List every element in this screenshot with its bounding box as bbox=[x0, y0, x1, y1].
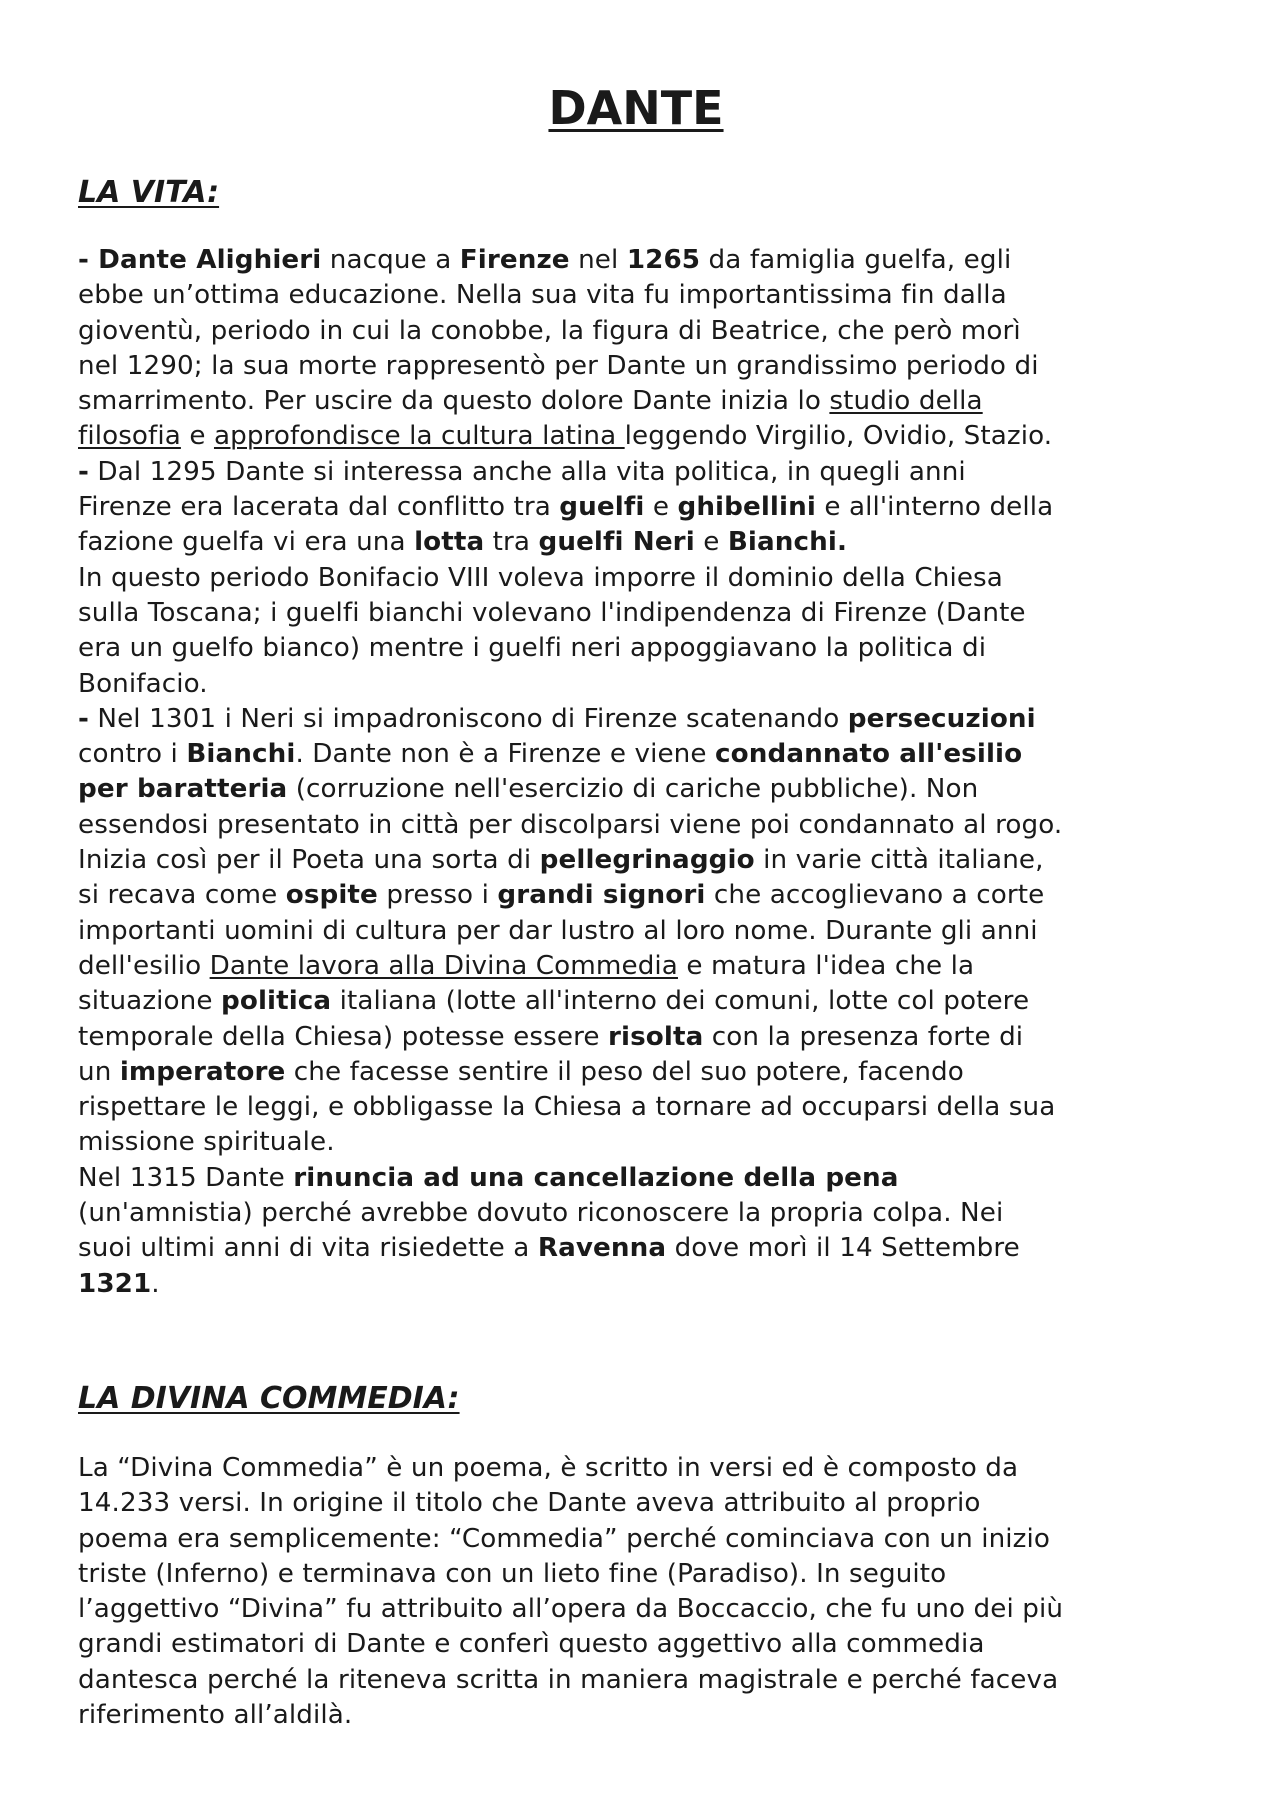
text-line bbox=[78, 702, 1218, 737]
bold-text: risolta bbox=[608, 1021, 704, 1052]
text-line bbox=[78, 1557, 1218, 1592]
text-line bbox=[78, 1698, 1218, 1733]
bold-text: Firenze bbox=[459, 245, 570, 275]
text-run: fazione guelfa vi era una bbox=[78, 527, 415, 558]
underlined-text: studio della bbox=[829, 386, 983, 417]
text-run: da famiglia guelfa, egli bbox=[700, 245, 1012, 275]
bold-text: politica bbox=[221, 986, 332, 1017]
text-line bbox=[78, 808, 1218, 843]
text-run: triste (Inferno) e terminava con un lieto fine (Paradiso). In seguito bbox=[78, 1558, 947, 1589]
text-run: e matura l'idea che la bbox=[677, 950, 975, 981]
text-line bbox=[78, 490, 1218, 525]
text-line bbox=[78, 984, 1218, 1019]
bold-text: 1321 bbox=[78, 1268, 152, 1299]
text-run: si recava come bbox=[78, 880, 286, 911]
text-line bbox=[78, 1055, 1218, 1090]
bold-text: Bianchi. bbox=[727, 527, 847, 558]
underlined-text: Dante lavora alla Divina Commedia bbox=[209, 950, 678, 981]
text-run: e bbox=[180, 421, 214, 452]
text-run: Bonifacio. bbox=[78, 668, 208, 699]
text-run: Nel 1301 i Neri si impadroniscono di Firenze scatenando bbox=[88, 703, 848, 734]
text-run: situazione bbox=[78, 986, 222, 1017]
text-line bbox=[78, 1090, 1218, 1125]
text-run: dantesca perché la riteneva scritta in maniera magistrale e perché faceva bbox=[78, 1664, 1059, 1695]
text-run: dove morì il 14 Settembre bbox=[666, 1233, 1020, 1264]
text-line bbox=[78, 419, 1218, 454]
text-run: presso i bbox=[377, 880, 498, 911]
text-line bbox=[78, 1486, 1218, 1521]
text-line bbox=[78, 1125, 1218, 1160]
text-line bbox=[78, 314, 1218, 349]
text-line bbox=[78, 243, 1218, 278]
text-run: e bbox=[694, 527, 728, 558]
section-heading-la-vita: LA VITA: bbox=[78, 175, 220, 210]
text-run: essendosi presentato in città per discolparsi viene poi condannato al rogo. bbox=[78, 809, 1063, 840]
text-run: Firenze era lacerata dal conflitto tra bbox=[78, 492, 560, 523]
text-run: . Dante non è a Firenze e viene bbox=[295, 739, 716, 770]
text-run: grandi estimatori di Dante e conferì questo aggettivo alla commedia bbox=[78, 1629, 985, 1660]
text-run: La “Divina Commedia” è un poema, è scritto in versi ed è composto da bbox=[78, 1453, 1019, 1483]
text-line bbox=[78, 1196, 1218, 1231]
text-line bbox=[78, 1231, 1218, 1266]
text-run: sulla Toscana; i guelfi bianchi volevano l'indipendenza di Firenze (Dante bbox=[78, 597, 1026, 628]
text-run: leggendo Virgilio, Ovidio, Stazio. bbox=[624, 421, 1053, 452]
text-line bbox=[78, 349, 1218, 384]
la-vita-paragraph bbox=[78, 243, 1218, 1302]
bold-text: ospite bbox=[285, 880, 378, 911]
text-run: dell'esilio bbox=[78, 950, 210, 981]
text-line bbox=[78, 1161, 1218, 1196]
bold-text: 1265 bbox=[626, 245, 701, 275]
underlined-text: filosofia bbox=[78, 421, 181, 452]
bold-text: grandi signori bbox=[497, 880, 706, 911]
bold-text: lotta bbox=[414, 527, 485, 558]
text-line bbox=[78, 772, 1218, 807]
text-line bbox=[78, 949, 1218, 984]
bold-text: per baratteria bbox=[78, 774, 288, 805]
la-divina-commedia-paragraph bbox=[78, 1451, 1218, 1733]
text-line bbox=[78, 525, 1218, 560]
text-line bbox=[78, 561, 1218, 596]
text-line bbox=[78, 914, 1218, 949]
text-run: suoi ultimi anni di vita risiedette a bbox=[78, 1233, 538, 1264]
text-run: missione spirituale. bbox=[78, 1127, 335, 1158]
text-run: italiana (lotte all'interno dei comuni, lotte col potere bbox=[331, 986, 1030, 1017]
text-run: e bbox=[644, 492, 678, 523]
bold-text: condannato all'esilio bbox=[715, 739, 1023, 770]
text-line bbox=[78, 596, 1218, 631]
text-run: che accoglievano a corte bbox=[705, 880, 1045, 911]
bold-text: - bbox=[78, 456, 89, 487]
text-run: che facesse sentire il peso del suo potere, facendo bbox=[285, 1056, 964, 1087]
text-run: con la presenza forte di bbox=[703, 1021, 1024, 1052]
text-run: Nel 1315 Dante bbox=[78, 1162, 294, 1193]
bold-text: Ravenna bbox=[537, 1233, 667, 1264]
text-run: in varie città italiane, bbox=[754, 845, 1044, 876]
text-line bbox=[78, 455, 1218, 490]
text-line bbox=[78, 1592, 1218, 1627]
text-run: rispettare le leggi, e obbligasse la Chiesa a tornare ad occuparsi della sua bbox=[78, 1092, 1056, 1123]
underlined-text: approfondisce la cultura latina bbox=[213, 421, 625, 452]
text-line bbox=[78, 278, 1218, 313]
text-line bbox=[78, 631, 1218, 666]
text-run: un bbox=[78, 1056, 120, 1087]
text-run: e all'interno della bbox=[815, 492, 1054, 523]
text-run: (un'amnistia) perché avrebbe dovuto riconoscere la propria colpa. Nei bbox=[78, 1198, 1004, 1229]
text-run: . bbox=[151, 1268, 160, 1299]
text-run: In questo periodo Bonifacio VIII voleva imporre il dominio della Chiesa bbox=[78, 562, 1003, 593]
text-run: l’aggettivo “Divina” fu attribuito all’opera da Boccaccio, che fu uno dei più bbox=[78, 1594, 1064, 1625]
bold-text: imperatore bbox=[119, 1056, 286, 1087]
text-line bbox=[78, 737, 1218, 772]
text-line bbox=[78, 1663, 1218, 1698]
bold-text: Bianchi bbox=[186, 739, 296, 770]
text-run: nel 1290; la sua morte rappresentò per Dante un grandissimo periodo di bbox=[78, 350, 1039, 381]
text-run: tra bbox=[484, 527, 539, 558]
text-line bbox=[78, 384, 1218, 419]
text-run: temporale della Chiesa) potesse essere bbox=[78, 1021, 609, 1052]
text-line bbox=[78, 1020, 1218, 1055]
text-run: Inizia così per il Poeta una sorta di bbox=[78, 845, 540, 876]
text-line bbox=[78, 1267, 1218, 1302]
text-run: poema era semplicemente: “Commedia” perché cominciava con un inizio bbox=[78, 1523, 1050, 1554]
text-run: nacque a bbox=[321, 245, 460, 275]
text-line bbox=[78, 1627, 1218, 1662]
text-run: (corruzione nell'esercizio di cariche pubbliche). Non bbox=[287, 774, 979, 805]
text-run: importanti uomini di cultura per dar lustro al loro nome. Durante gli anni bbox=[78, 915, 1038, 946]
bold-text: - bbox=[78, 703, 89, 734]
bold-text: ghibellini bbox=[677, 492, 816, 523]
text-run: riferimento all’aldilà. bbox=[78, 1700, 353, 1731]
text-line bbox=[78, 878, 1218, 913]
section-heading-la-divina-commedia: LA DIVINA COMMEDIA: bbox=[78, 1381, 460, 1416]
bold-text: rinuncia ad una cancellazione della pena bbox=[293, 1162, 899, 1193]
text-line bbox=[78, 1522, 1218, 1557]
text-run: Dal 1295 Dante si interessa anche alla vita politica, in quegli anni bbox=[88, 456, 966, 487]
text-line bbox=[78, 667, 1218, 702]
text-run: era un guelfo bianco) mentre i guelfi neri appoggiavano la politica di bbox=[78, 633, 987, 664]
bold-text: persecuzioni bbox=[847, 703, 1036, 734]
text-run: ebbe un’ottima educazione. Nella sua vita fu importantissima fin dalla bbox=[78, 280, 1007, 311]
text-run: smarrimento. Per uscire da questo dolore Dante inizia lo bbox=[78, 386, 830, 417]
bold-text: pellegrinaggio bbox=[539, 845, 755, 876]
bold-text: guelfi bbox=[559, 492, 645, 523]
text-run: nel bbox=[569, 245, 627, 275]
text-run: 14.233 versi. In origine il titolo che Dante aveva attribuito al proprio bbox=[78, 1488, 981, 1519]
text-run: contro i bbox=[78, 739, 187, 770]
bold-text: guelfi Neri bbox=[538, 527, 695, 558]
text-run: gioventù, periodo in cui la conobbe, la figura di Beatrice, che però morì bbox=[78, 315, 1021, 346]
text-line bbox=[78, 1451, 1218, 1486]
text-line bbox=[78, 843, 1218, 878]
bold-text: - Dante Alighieri bbox=[78, 245, 322, 275]
page-title: DANTE bbox=[548, 81, 724, 135]
